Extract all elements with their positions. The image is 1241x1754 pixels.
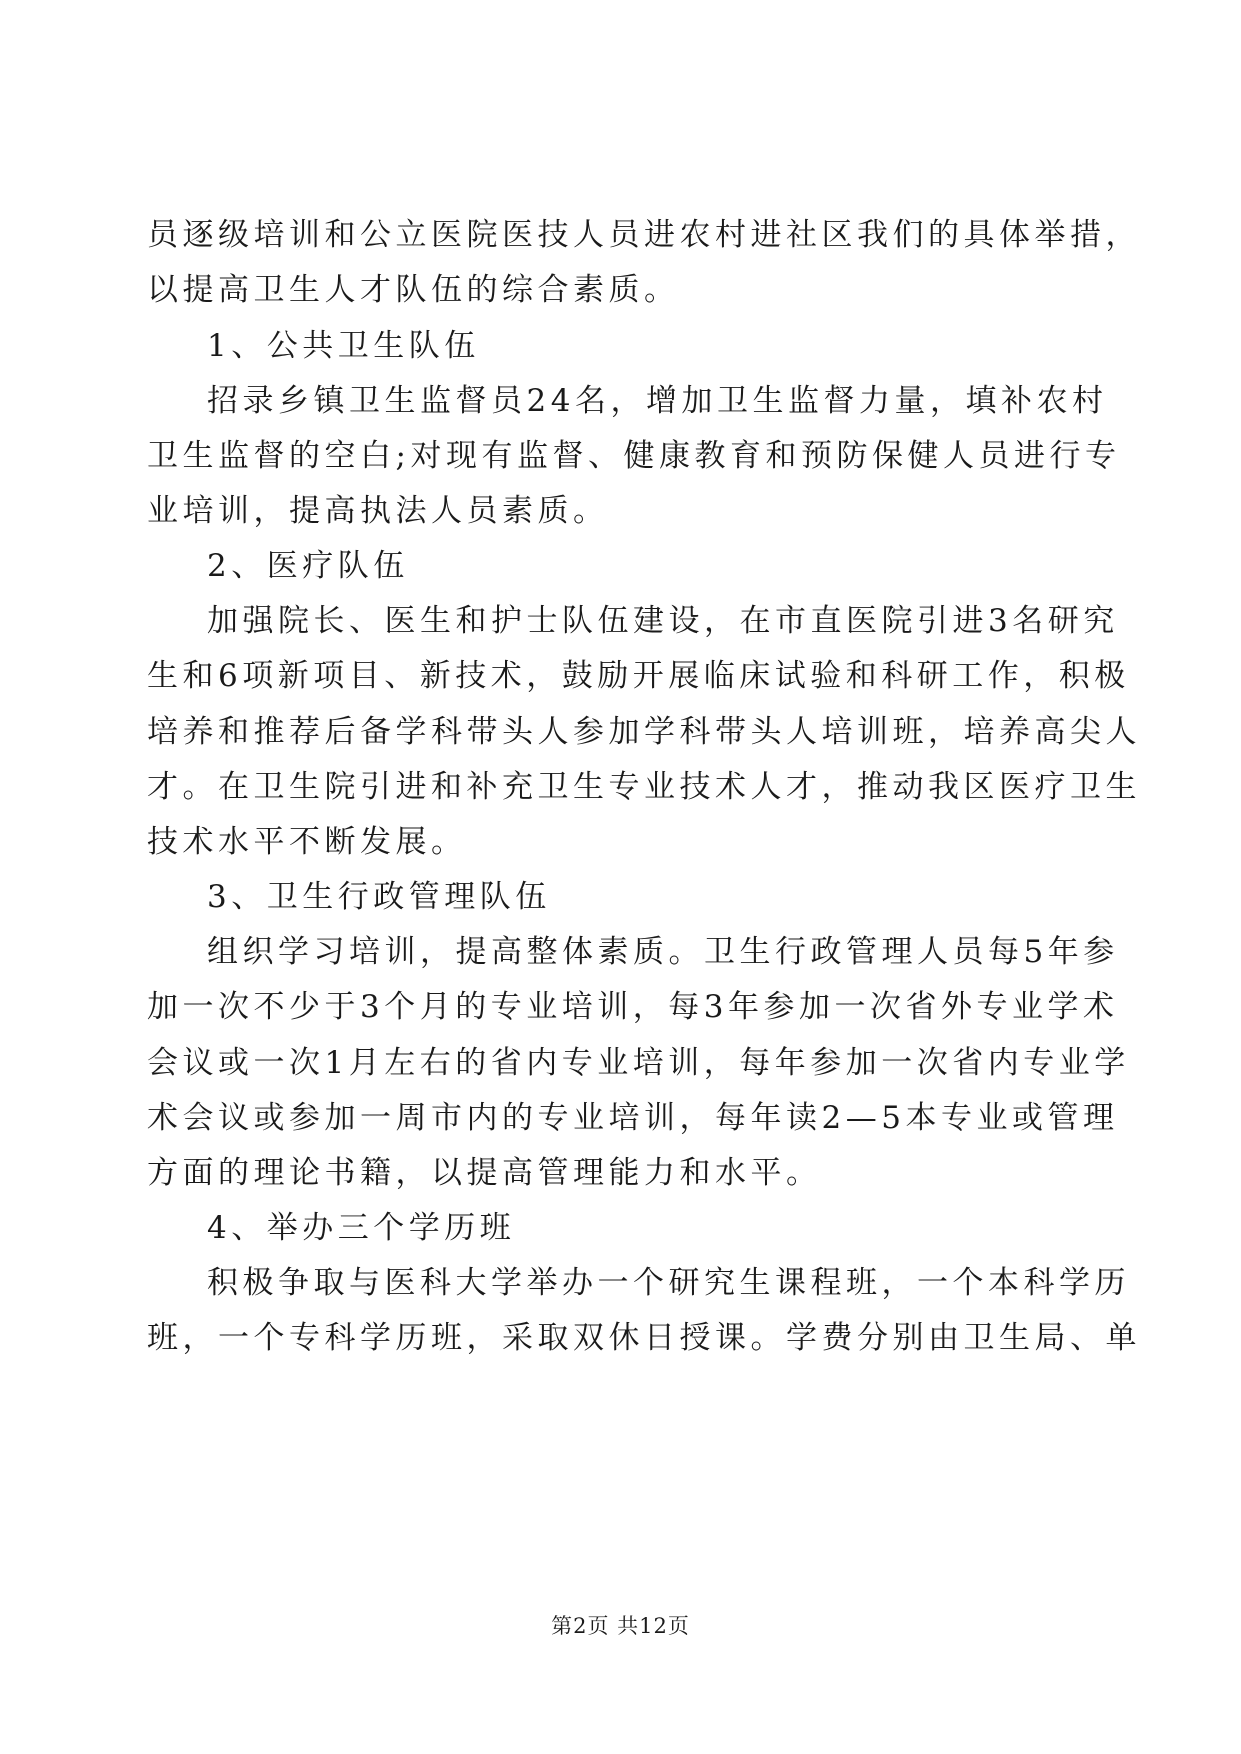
section-heading: 1、公共卫生队伍 — [207, 328, 480, 364]
text-line: 加强院长、医生和护士队伍建设，在市直医院引进3名研究 — [207, 603, 1119, 639]
text-line: 招录乡镇卫生监督员24名，增加卫生监督力量，填补农村 — [207, 383, 1108, 419]
text-line: 卫生监督的空白;对现有监督、健康教育和预防保健人员进行专 — [147, 438, 1121, 474]
text-line: 术会议或参加一周市内的专业培训，每年读2—5本专业或管理 — [147, 1100, 1119, 1136]
page-number-footer: 第2页 共12页 — [551, 1614, 690, 1638]
text-line: 业培训，提高执法人员素质。 — [147, 493, 609, 529]
text-line: 才。在卫生院引进和补充卫生专业技术人才，推动我区医疗卫生 — [147, 769, 1141, 805]
section-heading: 4、举办三个学历班 — [207, 1210, 516, 1246]
text-line: 生和6项新项目、新技术，鼓励开展临床试验和科研工作，积极 — [147, 658, 1130, 694]
text-line: 班，一个专科学历班，采取双休日授课。学费分别由卫生局、单 — [147, 1320, 1141, 1356]
section-heading: 2、医疗队伍 — [207, 548, 409, 584]
text-line: 技术水平不断发展。 — [147, 824, 467, 860]
text-line: 积极争取与医科大学举办一个研究生课程班，一个本科学历 — [207, 1265, 1130, 1301]
text-line: 以提高卫生人才队伍的综合素质。 — [147, 272, 680, 308]
text-line: 加一次不少于3个月的专业培训，每3年参加一次省外专业学术 — [147, 989, 1119, 1025]
text-line: 方面的理论书籍，以提高管理能力和水平。 — [147, 1155, 822, 1191]
text-line: 员逐级培训和公立医院医技人员进农村进社区我们的具体举措， — [147, 217, 1141, 253]
text-line: 会议或一次1月左右的省内专业培训，每年参加一次省内专业学 — [147, 1045, 1130, 1081]
section-heading: 3、卫生行政管理队伍 — [207, 879, 551, 915]
text-line: 组织学习培训，提高整体素质。卫生行政管理人员每5年参 — [207, 934, 1119, 970]
text-line: 培养和推荐后备学科带头人参加学科带头人培训班，培养高尖人 — [147, 714, 1141, 750]
